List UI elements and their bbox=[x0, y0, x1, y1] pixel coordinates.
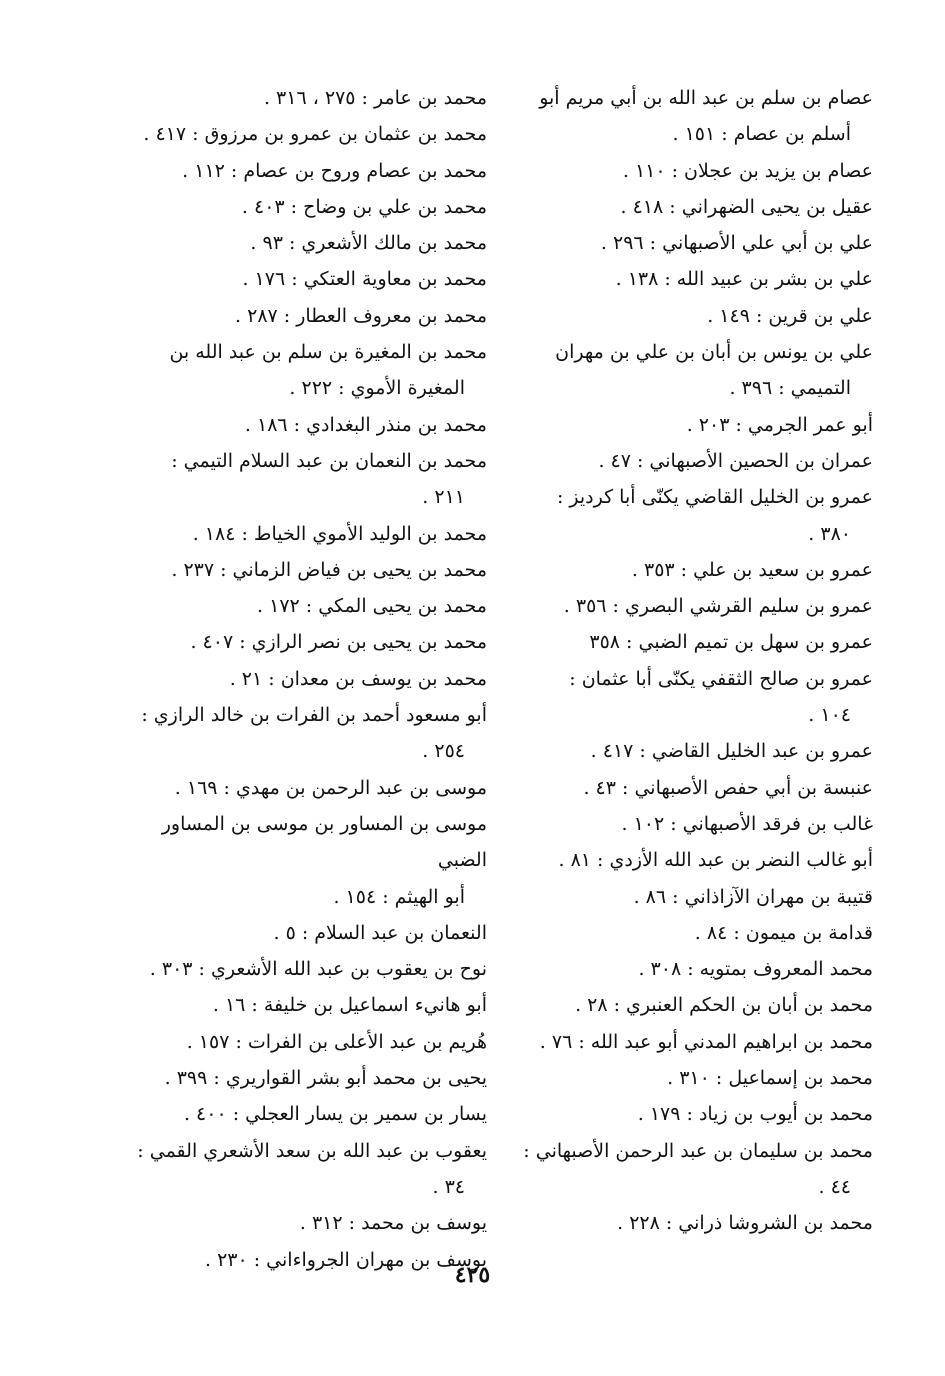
index-entry-text: النعمان بن عبد السلام : ٥ . bbox=[273, 921, 487, 944]
index-entry bbox=[521, 951, 873, 987]
index-entry bbox=[135, 987, 487, 1023]
index-entry bbox=[135, 298, 487, 334]
index-entry-text: عنبسة بن أبي حفص الأصبهاني : ٤٣ . bbox=[583, 776, 873, 799]
index-entry-text: محمد بن المغيرة بن سلم بن عبد الله بن bbox=[169, 341, 487, 364]
index-entry bbox=[135, 1205, 487, 1241]
index-entry-text: محمد المعروف بمتويه : ٣٠٨ . bbox=[638, 958, 873, 981]
index-entry bbox=[521, 806, 873, 842]
index-entry bbox=[521, 1096, 873, 1132]
index-entry bbox=[521, 624, 873, 660]
index-entry bbox=[135, 1060, 487, 1096]
index-entry bbox=[135, 806, 487, 915]
index-entry-text: محمد بن يحيى بن نصر الرازي : ٤٠٧ . bbox=[190, 631, 487, 654]
index-entry-text: محمد بن مالك الأشعري : ٩٣ . bbox=[250, 232, 487, 255]
index-entry-continuation: ٣٨٠ . bbox=[808, 522, 851, 545]
index-entry bbox=[135, 552, 487, 588]
index-entry-text: عقيل بن يحيى الضهراني : ٤١٨ . bbox=[620, 195, 873, 218]
index-entry bbox=[135, 770, 487, 806]
index-entry bbox=[135, 1133, 487, 1206]
index-entry-text: محمد بن عصام وروح بن عصام : ١١٢ . bbox=[182, 159, 487, 182]
index-entry-text: يعقوب بن عبد الله بن سعد الأشعري القمي : bbox=[137, 1139, 487, 1162]
index-entry-text: عمرو بن سعيد بن علي : ٣٥٣ . bbox=[631, 558, 873, 581]
index-entry bbox=[521, 334, 873, 407]
index-entry bbox=[135, 661, 487, 697]
index-entry-text: محمد بن يوسف بن معدان : ٢١ . bbox=[229, 667, 487, 690]
index-entry bbox=[521, 879, 873, 915]
page-number: ٤٢٥ bbox=[454, 1262, 491, 1288]
index-entry bbox=[521, 915, 873, 951]
index-entry-text: محمد بن ابراهيم المدني أبو عبد الله : ٧٦ . bbox=[539, 1030, 873, 1053]
index-entry bbox=[521, 407, 873, 443]
index-entry-text: أبو غالب النضر بن عبد الله الأزدي : ٨١ . bbox=[558, 849, 873, 872]
index-column-right bbox=[521, 80, 873, 1242]
index-entry-text: علي بن أبي علي الأصبهاني : ٢٩٦ . bbox=[600, 232, 873, 255]
index-entry-text: محمد بن يحيى المكي : ١٧٢ . bbox=[257, 595, 487, 618]
index-entry bbox=[135, 334, 487, 407]
index-entry-text: عصام بن يزيد بن عجلان : ١١٠ . bbox=[622, 159, 873, 182]
index-entry bbox=[135, 189, 487, 225]
index-entry-text: عمرو بن سليم القرشي البصري : ٣٥٦ . bbox=[563, 595, 873, 618]
index-entry-text: عمرو بن الخليل القاضي يكنّى أبا كرديز : bbox=[556, 486, 873, 509]
index-entry bbox=[521, 479, 873, 552]
index-column-left bbox=[135, 80, 487, 1278]
index-entry-text: محمد بن يحيى بن فياض الزماني : ٢٣٧ . bbox=[171, 558, 487, 581]
index-entry-text: موسى بن المساور بن موسى بن المساور الضبي bbox=[161, 812, 487, 872]
index-entry bbox=[521, 189, 873, 225]
index-entry bbox=[521, 80, 873, 153]
index-entry bbox=[521, 552, 873, 588]
index-entry bbox=[521, 987, 873, 1023]
index-entry-text: أبو هانيء اسماعيل بن خليفة : ١٦ . bbox=[212, 994, 487, 1017]
index-entry-continuation: التميمي : ٣٩٦ . bbox=[729, 377, 851, 400]
index-entry bbox=[521, 1060, 873, 1096]
index-entry-text: محمد بن علي بن وضاح : ٤٠٣ . bbox=[241, 195, 487, 218]
index-entry-continuation: ٣٤ . bbox=[432, 1175, 465, 1198]
index-entry-text: قتيبة بن مهران الآزاذاني : ٨٦ . bbox=[633, 885, 873, 908]
index-entry-text: قدامة بن ميمون : ٨٤ . bbox=[694, 921, 873, 944]
index-entry-text: غالب بن فرقد الأصبهاني : ١٠٢ . bbox=[621, 812, 873, 835]
index-entry-text: عمران بن الحصين الأصبهاني : ٤٧ . bbox=[598, 449, 873, 472]
index-entry bbox=[135, 697, 487, 770]
index-entry bbox=[521, 298, 873, 334]
index-entry-text: يوسف بن مهران الجرواءاني : ٢٣٠ . bbox=[204, 1248, 487, 1271]
index-entry bbox=[521, 225, 873, 261]
index-entry-text: محمد بن أيوب بن زياد : ١٧٩ . bbox=[637, 1103, 873, 1126]
index-entry bbox=[135, 588, 487, 624]
index-entry bbox=[521, 1205, 873, 1241]
index-entry bbox=[521, 443, 873, 479]
index-entry bbox=[135, 516, 487, 552]
index-entry-text: محمد بن الشروشا ذراني : ٢٢٨ . bbox=[617, 1212, 873, 1235]
index-entry-continuation: ٤٤ . bbox=[818, 1175, 851, 1198]
index-entry bbox=[135, 624, 487, 660]
index-entry-text: علي بن بشر بن عبيد الله : ١٣٨ . bbox=[615, 268, 873, 291]
index-entry bbox=[521, 770, 873, 806]
index-entry-continuation: ٢١١ . bbox=[422, 486, 465, 509]
index-entry-text: يسار بن سمير بن يسار العجلي : ٤٠٠ . bbox=[183, 1103, 487, 1126]
index-entry bbox=[521, 842, 873, 878]
index-entry bbox=[521, 1133, 873, 1206]
index-entry-text: نوح بن يعقوب بن عبد الله الأشعري : ٣٠٣ . bbox=[149, 958, 487, 981]
index-entry bbox=[521, 1024, 873, 1060]
index-entry-text: محمد بن سليمان بن عبد الرحمن الأصبهاني : bbox=[523, 1139, 873, 1162]
index-entry-text: أبو عمر الجرمي : ٢٠٣ . bbox=[686, 413, 873, 436]
index-entry-text: عمرو بن عبد الخليل القاضي : ٤١٧ . bbox=[590, 740, 873, 763]
index-entry bbox=[521, 153, 873, 189]
index-entry bbox=[135, 915, 487, 951]
index-entry bbox=[135, 951, 487, 987]
index-entry bbox=[521, 588, 873, 624]
index-entry-text: عصام بن سلم بن عبد الله بن أبي مريم أبو bbox=[539, 87, 873, 109]
index-entry bbox=[521, 661, 873, 734]
index-entry-text: يوسف بن محمد : ٣١٢ . bbox=[299, 1212, 487, 1235]
index-entry-text: محمد بن عامر : ٢٧٥ ، ٣١٦ . bbox=[263, 87, 487, 109]
index-entry-text: عمرو بن صالح الثقفي يكنّى أبا عثمان : bbox=[569, 667, 873, 690]
index-entry-text: محمد بن الوليد الأموي الخياط : ١٨٤ . bbox=[192, 522, 487, 545]
index-entry bbox=[135, 1024, 487, 1060]
index-entry-text: علي بن يونس بن أبان بن علي بن مهران bbox=[555, 341, 873, 364]
index-entry bbox=[135, 80, 487, 116]
index-entry-text: محمد بن منذر البغدادي : ١٨٦ . bbox=[244, 413, 487, 436]
index-entry bbox=[135, 153, 487, 189]
index-entry bbox=[135, 407, 487, 443]
index-entry bbox=[521, 733, 873, 769]
index-entry bbox=[135, 1096, 487, 1132]
index-entry-text: أبو مسعود أحمد بن الفرات بن خالد الرازي : bbox=[141, 704, 487, 727]
index-entry-text: يحيى بن محمد أبو بشر القواريري : ٣٩٩ . bbox=[164, 1067, 487, 1090]
index-entry-continuation: أبو الهيثم : ١٥٤ . bbox=[333, 885, 465, 908]
index-entry bbox=[135, 225, 487, 261]
index-entry-continuation: ١٠٤ . bbox=[808, 704, 851, 727]
index-entry bbox=[135, 116, 487, 152]
index-entry-text: عمرو بن سهل بن تميم الضبي : ٣٥٨ bbox=[589, 631, 873, 654]
index-entry-text: محمد بن إسماعيل : ٣١٠ . bbox=[667, 1067, 873, 1090]
index-entry bbox=[135, 261, 487, 297]
index-entry-continuation: المغيرة الأموي : ٢٢٢ . bbox=[289, 377, 465, 400]
index-entry-continuation: ٢٥٤ . bbox=[422, 740, 465, 763]
index-entry-text: محمد بن عثمان بن عمرو بن مرزوق : ٤١٧ . bbox=[143, 123, 487, 146]
index-entry bbox=[135, 443, 487, 516]
index-entry-text: علي بن قرين : ١٤٩ . bbox=[707, 304, 873, 327]
index-entry-text: محمد بن معروف العطار : ٢٨٧ . bbox=[235, 304, 487, 327]
index-entry-text: محمد بن معاوية العتكي : ١٧٦ . bbox=[242, 268, 487, 291]
index-entry bbox=[521, 261, 873, 297]
index-entry-text: هُريم بن عبد الأعلى بن الفرات : ١٥٧ . bbox=[186, 1030, 487, 1053]
index-entry-text: موسى بن عبد الرحمن بن مهدي : ١٦٩ . bbox=[174, 776, 487, 799]
index-entry-text: محمد بن النعمان بن عبد السلام التيمي : bbox=[171, 449, 487, 472]
index-entry-continuation: أسلم بن عصام : ١٥١ . bbox=[672, 123, 851, 146]
index-entry-text: محمد بن أبان بن الحكم العنبري : ٢٨ . bbox=[575, 994, 873, 1017]
